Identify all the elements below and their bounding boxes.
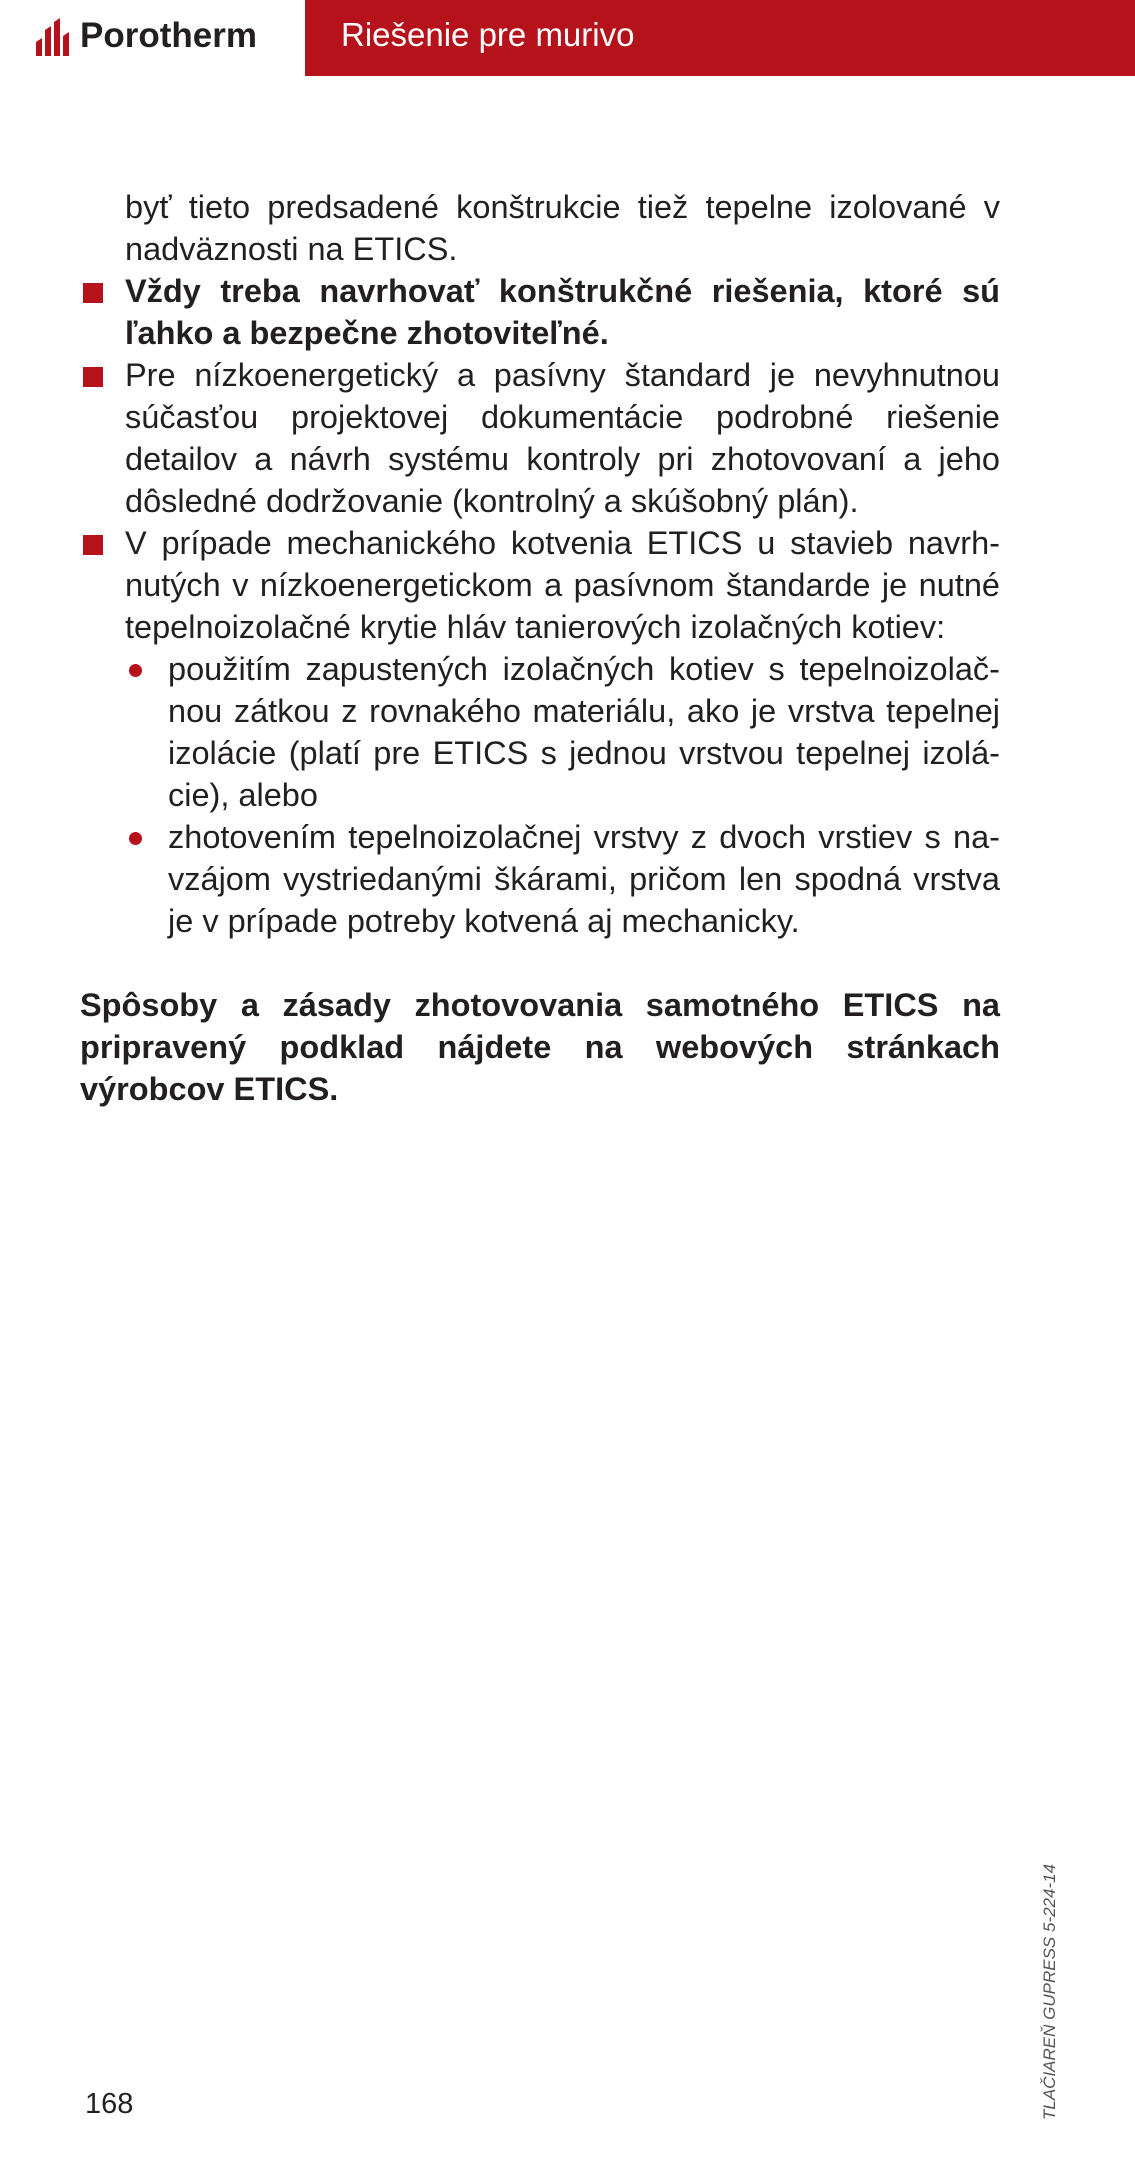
header xyxy=(0,0,1135,76)
list-item-text: Pre nízkoenergetický a pasívny štandard je nevyhnutnou súčasťou projektovej dokumentácie podrobné riešenie detailov a návrh systému kontroly pri zhotovovaní a jeho dôsledné dodržovanie (kontrolný a skúšobný plán). xyxy=(125,357,1000,519)
sub-list-item-text: zhotovením tepelnoizolačnej vrstvy z dvoch vrstiev s navzájom vystriedanými škárami, pričom len spodná vrstva je v prípade potreby kotvená aj mechanicky. xyxy=(168,819,1000,939)
header-banner xyxy=(305,0,1135,76)
closing-paragraph: Spôsoby a zásady zhotovovania samotného ETICS na pripravený podklad nájdete na webových stránkach výrobcov ETICS. xyxy=(80,987,1000,1107)
sub-list-item xyxy=(80,648,1000,816)
logo-text: Porotherm xyxy=(80,16,257,55)
page-number: 168 xyxy=(85,2088,134,2120)
list-item-text: Vždy treba navrhovať konštrukčné riešenia, ktoré sú ľahko a bezpečne zhotoviteľné. xyxy=(125,273,1000,351)
red-square-bullet xyxy=(83,535,103,555)
main-content xyxy=(80,186,1000,1110)
banner-title: Riešenie pre murivo xyxy=(341,16,635,53)
continuation-paragraph: byť tieto predsadené konštrukcie tiež tepelne izolované v nadväznosti na ETICS. xyxy=(125,189,1000,267)
red-square-bullet xyxy=(83,283,103,303)
porotherm-logo xyxy=(34,14,257,58)
printer-imprint: TLAČIAREŇ GUPRESS 5-224-14 xyxy=(1040,1863,1059,2120)
red-dot-bullet xyxy=(129,832,142,845)
list-item-text: V prípade mechanického kotvenia ETICS u stavieb navrhnutých v nízkoenergetickom a pasívnom štandarde je nutné tepelnoizolačné krytie hláv tanierových izolačných kotiev: xyxy=(125,525,1000,645)
list-item xyxy=(80,522,1000,648)
porotherm-logo-icon xyxy=(34,16,72,56)
list-item xyxy=(80,270,1000,354)
sub-list-item-text: použitím zapustených izolačných kotiev s tepelnoizolačnou zátkou z rovnakého materiálu, ako je vrstva tepelnej izolácie (platí pre ETICS s jednou vrstvou tepelnej izolácie), alebo xyxy=(168,651,1000,813)
red-square-bullet xyxy=(83,367,103,387)
red-dot-bullet xyxy=(129,664,142,677)
sub-list-item xyxy=(80,816,1000,942)
list-item xyxy=(80,354,1000,522)
